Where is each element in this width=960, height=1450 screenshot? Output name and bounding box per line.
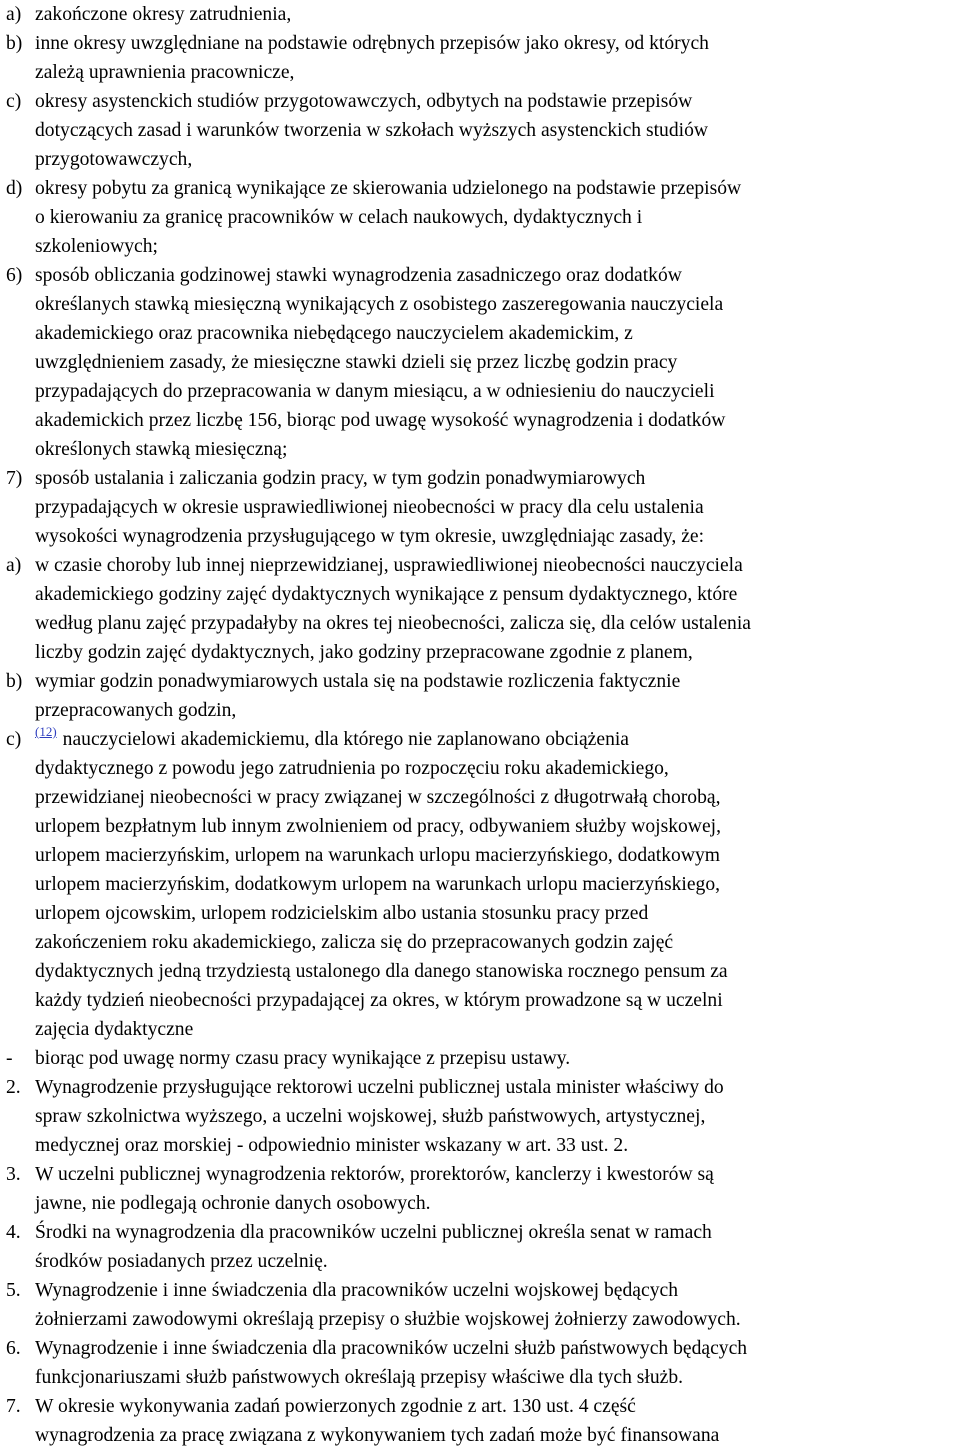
line-text: okresy asystenckich studiów przygotowawczych, odbytych na podstawie przepisów xyxy=(35,91,693,112)
text-line xyxy=(6,928,958,957)
line-text: przypadających do przepracowania w danym miesiącu, a w odniesieniu do nauczycieli xyxy=(35,381,715,402)
text-line xyxy=(6,1392,958,1421)
text-line xyxy=(6,1334,958,1363)
line-text: wynagrodzenia za pracę związana z wykonywaniem tych zadań może być finansowana xyxy=(35,1425,720,1446)
text-line xyxy=(6,406,958,435)
text-line xyxy=(6,1073,958,1102)
text-line xyxy=(6,667,958,696)
text-line xyxy=(6,377,958,406)
line-text: spraw szkolnictwa wyższego, a uczelni wojskowej, służb państwowych, artystycznej, xyxy=(35,1106,706,1127)
line-text: urlopem ojcowskim, urlopem rodzicielskim albo ustania stosunku pracy przed xyxy=(35,903,649,924)
list-marker: d) xyxy=(6,178,23,199)
line-text: według planu zajęć przypadałyby na okres tej nieobecności, zalicza się, dla celów ustalenia xyxy=(35,613,751,634)
text-line xyxy=(6,1102,958,1131)
text-line xyxy=(6,87,958,116)
line-text: dydaktycznych jedną trzydziestą ustalonego dla danego stanowiska rocznego pensum za xyxy=(35,961,728,982)
line-text: przewidzianej nieobecności w pracy związanej w szczególności z długotrwałą chorobą, xyxy=(35,787,721,808)
list-marker: c) xyxy=(6,91,22,112)
list-marker: 5. xyxy=(6,1280,21,1301)
line-text: urlopem macierzyńskim, dodatkowym urlopem na warunkach urlopu macierzyńskiego, xyxy=(35,874,721,895)
line-text: każdy tydzień nieobecności przypadającej za okres, w którym prowadzone są w uczelni xyxy=(35,990,723,1011)
line-text: szkoleniowych; xyxy=(35,236,158,257)
line-text: dydaktycznego z powodu jego zatrudnienia po rozpoczęciu roku akademickiego, xyxy=(35,758,669,779)
text-line xyxy=(6,348,958,377)
text-line xyxy=(6,754,958,783)
line-text: przepracowanych godzin, xyxy=(35,700,237,721)
line-text: inne okresy uwzględniane na podstawie odrębnych przepisów jako okresy, od których xyxy=(35,33,709,54)
line-text: żołnierzami zawodowymi określają przepisy o służbie wojskowej żołnierzy zawodowych. xyxy=(35,1309,741,1330)
text-line xyxy=(6,1276,958,1305)
text-line xyxy=(6,870,958,899)
text-line xyxy=(6,957,958,986)
line-text: okresy pobytu za granicą wynikające ze skierowania udzielonego na podstawie przepisów xyxy=(35,178,742,199)
text-line xyxy=(6,1363,958,1392)
text-line xyxy=(6,232,958,261)
text-line xyxy=(6,1160,958,1189)
text-line xyxy=(6,464,958,493)
text-line xyxy=(6,1044,958,1073)
text-line xyxy=(6,1131,958,1160)
line-text: urlopem bezpłatnym lub innym zwolnieniem od pracy, odbywaniem służby wojskowej, xyxy=(35,816,722,837)
list-marker: 4. xyxy=(6,1222,21,1243)
line-text: zajęcia dydaktyczne xyxy=(35,1019,194,1040)
line-text: liczby godzin zajęć dydaktycznych, jako godziny przepracowane zgodnie z planem, xyxy=(35,642,693,663)
list-marker: c) xyxy=(6,729,22,750)
text-line xyxy=(6,580,958,609)
text-line xyxy=(6,116,958,145)
text-line xyxy=(6,899,958,928)
line-text: przygotowawczych, xyxy=(35,149,193,170)
line-text: o kierowaniu za granicę pracowników w celach naukowych, dydaktycznych i xyxy=(35,207,643,228)
text-line xyxy=(6,783,958,812)
line-text: akademickiego godziny zajęć dydaktycznych wynikające z pensum dydaktycznego, które xyxy=(35,584,738,605)
list-marker: 2. xyxy=(6,1077,21,1098)
list-marker: b) xyxy=(6,33,23,54)
line-text: zakończeniem roku akademickiego, zalicza się do przepracowanych godzin zajęć xyxy=(35,932,674,953)
list-marker: 7) xyxy=(6,468,23,489)
line-text: nauczycielowi akademickiemu, dla którego nie zaplanowano obciążenia xyxy=(62,729,630,750)
line-text: dotyczących zasad i warunków tworzenia w szkołach wyższych asystenckich studiów xyxy=(35,120,709,141)
line-text: w czasie choroby lub innej nieprzewidzianej, usprawiedliwionej nieobecności nauczyciela xyxy=(35,555,743,576)
list-marker: 3. xyxy=(6,1164,21,1185)
line-text: funkcjonariuszami służb państwowych określają przepisy właściwe dla tych służb. xyxy=(35,1367,684,1388)
text-line xyxy=(6,696,958,725)
line-text: uwzględnieniem zasady, że miesięczne stawki dzieli się przez liczbę godzin pracy xyxy=(35,352,678,373)
line-text: biorąc pod uwagę normy czasu pracy wynikające z przepisu ustawy. xyxy=(35,1048,571,1069)
text-line xyxy=(6,319,958,348)
line-text: wysokości wynagrodzenia przysługującego w tym okresie, uwzględniając zasady, że: xyxy=(35,526,705,547)
line-text: Wynagrodzenie i inne świadczenia dla pracowników uczelni służb państwowych będących xyxy=(35,1338,748,1359)
text-line xyxy=(6,1305,958,1334)
line-text: środków posiadanych przez uczelnię. xyxy=(35,1251,328,1272)
line-text: Środki na wynagrodzenia dla pracowników uczelni publicznej określa senat w ramach xyxy=(35,1222,712,1243)
list-marker: 7. xyxy=(6,1396,21,1417)
list-marker: 6) xyxy=(6,265,23,286)
text-line xyxy=(6,986,958,1015)
text-line xyxy=(6,145,958,174)
line-text: wymiar godzin ponadwymiarowych ustala się na podstawie rozliczenia faktycznie xyxy=(35,671,681,692)
text-line xyxy=(6,1015,958,1044)
line-text: Wynagrodzenie i inne świadczenia dla pracowników uczelni wojskowej będących xyxy=(35,1280,678,1301)
document-body xyxy=(6,0,958,1450)
text-line xyxy=(6,522,958,551)
line-text: urlopem macierzyńskim, urlopem na warunkach urlopu macierzyńskiego, dodatkowym xyxy=(35,845,721,866)
line-text: zależą uprawnienia pracownicze, xyxy=(35,62,295,83)
text-line xyxy=(6,435,958,464)
text-line xyxy=(6,1189,958,1218)
list-marker: a) xyxy=(6,4,22,25)
text-line xyxy=(6,174,958,203)
list-marker: b) xyxy=(6,671,23,692)
line-text: W okresie wykonywania zadań powierzonych zgodnie z art. 130 ust. 4 część xyxy=(35,1396,636,1417)
text-line xyxy=(6,1421,958,1450)
text-line xyxy=(6,493,958,522)
line-text: określonych stawką miesięczną; xyxy=(35,439,288,460)
text-line xyxy=(6,841,958,870)
line-text: sposób ustalania i zaliczania godzin pracy, w tym godzin ponadwymiarowych xyxy=(35,468,646,489)
text-line xyxy=(6,0,958,29)
text-line xyxy=(6,638,958,667)
list-marker: a) xyxy=(6,555,22,576)
line-text: sposób obliczania godzinowej stawki wynagrodzenia zasadniczego oraz dodatków xyxy=(35,265,682,286)
text-line xyxy=(6,551,958,580)
text-line xyxy=(6,29,958,58)
text-line xyxy=(6,609,958,638)
line-text: przypadających w okresie usprawiedliwionej nieobecności w pracy dla celu ustalenia xyxy=(35,497,704,518)
line-text: określanych stawką miesięczną wynikających z osobistego zaszeregowania nauczyciela xyxy=(35,294,724,315)
text-line xyxy=(6,1218,958,1247)
list-marker: - xyxy=(6,1048,13,1069)
text-line xyxy=(6,812,958,841)
line-text: zakończone okresy zatrudnienia, xyxy=(35,4,292,25)
text-line xyxy=(6,725,958,754)
text-line xyxy=(6,261,958,290)
text-line xyxy=(6,1247,958,1276)
text-line xyxy=(6,58,958,87)
line-text: akademickich przez liczbę 156, biorąc pod uwagę wysokość wynagrodzenia i dodatków xyxy=(35,410,726,431)
line-text: medycznej oraz morskiej - odpowiednio minister wskazany w art. 33 ust. 2. xyxy=(35,1135,629,1156)
line-text: Wynagrodzenie przysługujące rektorowi uczelni publicznej ustala minister właściwy do xyxy=(35,1077,724,1098)
text-line xyxy=(6,203,958,232)
text-line xyxy=(6,290,958,319)
line-text: W uczelni publicznej wynagrodzenia rektorów, prorektorów, kanclerzy i kwestorów są xyxy=(35,1164,714,1185)
footnote-reference-link[interactable]: (12) xyxy=(35,724,57,739)
list-marker: 6. xyxy=(6,1338,21,1359)
line-text: akademickiego oraz pracownika niebędącego nauczycielem akademickim, z xyxy=(35,323,633,344)
line-text: jawne, nie podlegają ochronie danych osobowych. xyxy=(35,1193,431,1214)
